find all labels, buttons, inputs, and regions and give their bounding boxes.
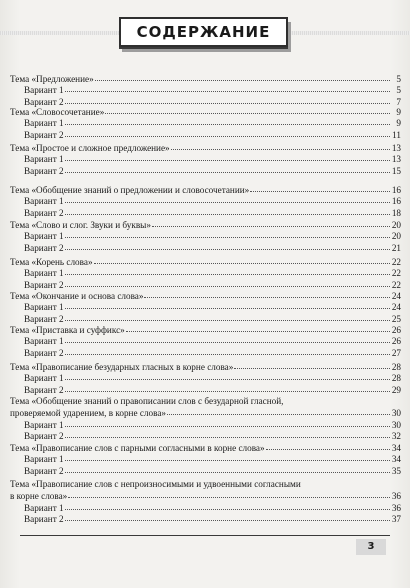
dot-leader — [65, 241, 390, 250]
toc-topic-label: Тема «Предложение» — [10, 74, 94, 84]
toc-variant-label: Вариант 2 — [24, 96, 64, 107]
toc-topic-page: 28 — [391, 362, 401, 372]
toc-topic-page: 20 — [391, 220, 401, 230]
dot-leader — [65, 300, 390, 309]
dot-leader — [94, 255, 390, 264]
toc-variant-label: Вариант 2 — [24, 207, 64, 218]
toc-variant-page: 15 — [391, 165, 401, 176]
toc-variant-label: Вариант 1 — [24, 419, 64, 430]
toc-topic-label: Тема «Правописание слов с парными согласными в корне слова» — [10, 443, 265, 453]
toc-variant-label: Вариант 1 — [24, 373, 64, 384]
toc-variant[interactable] — [24, 242, 401, 254]
toc-variant-label: Вариант 1 — [24, 336, 64, 347]
dot-leader — [65, 312, 390, 321]
dot-leader — [65, 383, 390, 392]
dot-leader — [68, 489, 390, 498]
toc-topic-label: Тема «Правописание безударных гласных в корне слова» — [10, 362, 234, 372]
toc-variant-label: Вариант 1 — [24, 268, 64, 279]
toc-variant-label: Вариант 1 — [24, 118, 64, 129]
toc-variant-page: 7 — [396, 96, 401, 107]
toc-variant-label: Вариант 2 — [24, 514, 64, 525]
dot-leader — [65, 429, 390, 438]
toc-variant[interactable] — [24, 465, 401, 477]
toc-variant-page: 9 — [396, 118, 401, 129]
dot-leader — [126, 323, 390, 332]
dot-leader — [65, 418, 390, 427]
dot-leader — [65, 464, 390, 473]
toc-variant-label: Вариант 2 — [24, 279, 64, 290]
dot-leader — [266, 441, 390, 450]
toc-variant-page: 25 — [391, 313, 401, 324]
toc-topic-title-line: Тема «Правописание слов с непроизносимыми и удвоенными согласными — [10, 479, 301, 489]
toc-topic-page: 24 — [391, 291, 401, 301]
dot-leader — [234, 360, 390, 369]
toc-variant[interactable] — [24, 347, 401, 359]
dot-leader — [105, 105, 390, 114]
dot-leader — [65, 116, 390, 125]
page-number: 3 — [356, 539, 386, 555]
dot-leader — [65, 164, 390, 173]
toc-variant[interactable] — [24, 207, 401, 219]
toc-variant-label: Вариант 2 — [24, 384, 64, 395]
dot-leader — [144, 289, 390, 298]
footer-rule — [20, 535, 390, 536]
dot-leader — [65, 206, 390, 215]
toc-variant[interactable] — [24, 384, 401, 396]
toc-topic-label: проверяемой ударением, в корне слова» — [10, 408, 166, 419]
toc-topic-page: 16 — [391, 185, 401, 195]
dot-leader — [65, 371, 390, 380]
toc-topic-label: Тема «Окончание и основа слова» — [10, 291, 144, 301]
dot-leader — [65, 266, 390, 275]
toc-variant-label: Вариант 2 — [24, 347, 64, 358]
dot-leader — [65, 334, 390, 343]
toc-variant-label: Вариант 1 — [24, 454, 64, 465]
dot-leader — [65, 194, 390, 203]
toc-variant-page: 18 — [391, 207, 401, 218]
toc-variant[interactable] — [24, 513, 401, 525]
toc-topic-label: Тема «Словосочетание» — [10, 107, 105, 117]
dot-leader — [171, 141, 390, 150]
dot-leader — [65, 346, 390, 355]
dot-leader — [65, 83, 390, 92]
toc-topic-page: 30 — [391, 408, 401, 419]
dot-leader — [95, 72, 390, 81]
dot-leader — [65, 512, 390, 521]
toc-variant-page: 21 — [391, 242, 401, 253]
toc-topic-label: Тема «Корень слова» — [10, 257, 93, 267]
toc-variant-label: Вариант 2 — [24, 313, 64, 324]
dot-leader — [167, 406, 390, 415]
toc-variant-label: Вариант 1 — [24, 154, 64, 165]
toc-variant-page: 29 — [391, 384, 401, 395]
toc-topic-label: в корне слова» — [10, 491, 68, 502]
toc-variant-page: 22 — [391, 279, 401, 290]
toc-variant[interactable] — [24, 129, 401, 141]
toc-variant-page: 13 — [391, 154, 401, 165]
toc-variant-page: 20 — [391, 231, 401, 242]
toc-variant-page: 5 — [396, 85, 401, 96]
toc-variant-page: 28 — [391, 373, 401, 384]
toc-variant-page: 11 — [392, 129, 401, 140]
dot-leader — [250, 183, 390, 192]
toc-variant-page: 22 — [391, 268, 401, 279]
toc-variant-label: Вариант 2 — [24, 165, 64, 176]
toc-topic-page: 22 — [391, 257, 401, 267]
toc-variant-label: Вариант 2 — [24, 431, 64, 442]
toc-variant-page: 27 — [391, 347, 401, 358]
toc-topic-label: Тема «Слово и слог. Звуки и буквы» — [10, 220, 151, 230]
dot-leader — [65, 501, 390, 510]
toc-topic-page: 9 — [396, 107, 401, 117]
toc-variant-page: 26 — [391, 336, 401, 347]
toc-topic-page: 5 — [396, 74, 401, 84]
toc-topic-page: 26 — [391, 325, 401, 335]
toc-variant-label: Вариант 1 — [24, 85, 64, 96]
toc-variant-page: 34 — [391, 454, 401, 465]
toc-topic-label: Тема «Приставка и суффикс» — [10, 325, 125, 335]
toc-variant-label: Вариант 1 — [24, 231, 64, 242]
dot-leader — [65, 128, 390, 137]
toc-topic-title-line: Тема «Обобщение знаний о правописании слов с безударной гласной, — [10, 396, 284, 406]
toc-variant-label: Вариант 1 — [24, 502, 64, 513]
header — [0, 12, 410, 52]
dot-leader — [65, 152, 390, 161]
dot-leader — [65, 452, 390, 461]
toc-variant-label: Вариант 1 — [24, 196, 64, 207]
toc-variant-page: 16 — [391, 196, 401, 207]
toc-variant-page: 37 — [391, 514, 401, 525]
toc-variant-label: Вариант 2 — [24, 242, 64, 253]
toc-variant-label: Вариант 2 — [24, 465, 64, 476]
toc-topic-page: 36 — [391, 491, 401, 502]
toc-topic-label: Тема «Обобщение знаний о предложении и словосочетании» — [10, 185, 250, 195]
toc-variant-label: Вариант 1 — [24, 302, 64, 313]
toc-variant-page: 35 — [391, 465, 401, 476]
toc-variant-page: 24 — [391, 302, 401, 313]
dot-leader — [65, 95, 390, 104]
toc-topic-page: 34 — [391, 443, 401, 453]
toc-variant-page: 32 — [391, 431, 401, 442]
toc-variant-page: 30 — [391, 419, 401, 430]
dot-leader — [152, 218, 390, 227]
toc-variant[interactable] — [24, 165, 401, 177]
page-title: СОДЕРЖАНИЕ — [119, 17, 288, 47]
dot-leader — [65, 229, 390, 238]
toc-topic-page: 13 — [391, 143, 401, 153]
toc-variant-page: 36 — [391, 502, 401, 513]
toc-variant-label: Вариант 2 — [24, 129, 64, 140]
toc-topic-label: Тема «Простое и сложное предложение» — [10, 143, 170, 153]
dot-leader — [65, 278, 390, 287]
